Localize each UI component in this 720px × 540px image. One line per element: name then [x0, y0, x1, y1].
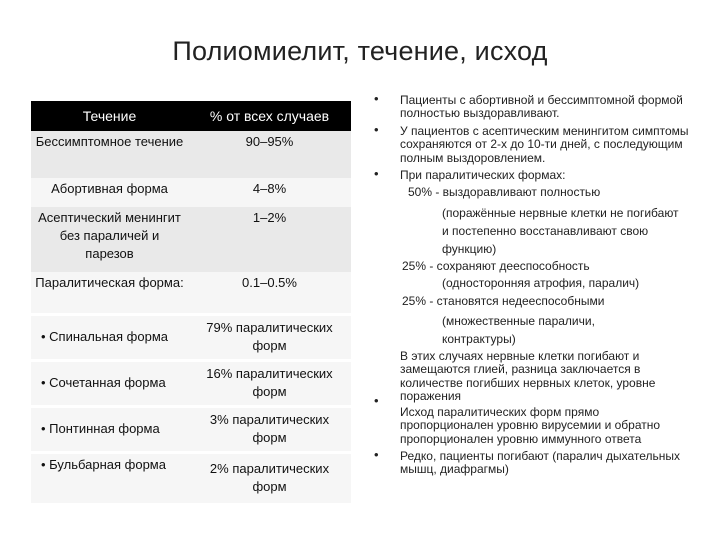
- outcome-summary: В этих случаях нервные клетки погибают и замещаются глией, разница заключается в количестве погибших нервных клеток, уровне поражения: [400, 349, 656, 404]
- row-percent: 4–8%: [188, 178, 351, 207]
- outcome-line: 50% - выздоравливают полностью: [408, 185, 601, 200]
- course-table: [31, 101, 351, 503]
- row-percent: 90–95%: [188, 131, 351, 178]
- table-row: [31, 207, 351, 272]
- header-course: Течение: [31, 101, 188, 131]
- bullet-icon: •: [374, 121, 379, 137]
- row-course: Асептический менингит без параличей и парезов: [31, 207, 188, 272]
- row-percent: 1–2%: [188, 207, 351, 272]
- subrow-form: • Спинальная форма: [31, 315, 188, 361]
- table-row: [31, 272, 351, 315]
- slide-title: Полиомиелит, течение, исход: [172, 36, 548, 66]
- table-row: [31, 178, 351, 207]
- row-course: Бессимптомное течение: [31, 131, 188, 178]
- subrow-form: • Бульбарная форма: [31, 453, 188, 504]
- list-item: • Пациенты с абортивной и бессимптомной формой полностью выздоравливают.: [374, 91, 683, 121]
- list-item: • Редко, пациенты погибают (паралич дыхательных мышц, диафрагмы): [374, 446, 681, 477]
- outcome-detail: (множественные параличи, контрактуры): [442, 314, 595, 347]
- bullet-icon: •: [374, 446, 379, 462]
- row-course: Паралитическая форма:: [31, 272, 188, 315]
- subrow-form: • Понтинная форма: [31, 407, 188, 453]
- list-item: • Исход паралитических форм прямо пропорционален уровню вирусемии и обратно пропорционален уровню иммунного ответа: [374, 392, 661, 446]
- table-subrow: [31, 361, 351, 407]
- table-subrow: [31, 453, 351, 504]
- table-subrow: [31, 315, 351, 361]
- notes-list: [372, 91, 692, 477]
- subrow-form: • Сочетанная форма: [31, 361, 188, 407]
- header-percent: % от всех случаев: [188, 101, 351, 131]
- bullet-icon: •: [374, 91, 379, 106]
- table-row: [31, 131, 351, 178]
- outcome-line: 25% - становятся недееспособными: [402, 293, 605, 308]
- row-course: Абортивная форма: [31, 178, 188, 207]
- subrow-percent: 3% паралитических форм: [188, 407, 351, 453]
- bullet-icon: •: [374, 166, 379, 182]
- outcome-line: 25% - сохраняют дееспособность: [402, 258, 590, 273]
- subrow-percent: 2% паралитических форм: [188, 453, 351, 504]
- list-item: • При паралитических формах:: [374, 166, 566, 183]
- list-item: • У пациентов с асептическим менингитом симптомы сохраняются от 2-х до 10-ти дней, с последующим полным выздоровлением.: [374, 121, 689, 165]
- subrow-percent: 79% паралитических форм: [188, 315, 351, 361]
- outcome-detail: (односторонняя атрофия, паралич): [442, 276, 640, 291]
- row-percent: 0.1–0.5%: [188, 272, 351, 315]
- table-header-row: [31, 101, 351, 131]
- table-subrow: [31, 407, 351, 453]
- subrow-percent: 16% паралитических форм: [188, 361, 351, 407]
- outcome-detail: (поражённые нервные клетки не погибают и постепенно восстанавливают свою функцию): [442, 205, 679, 256]
- bullet-icon: •: [374, 392, 379, 408]
